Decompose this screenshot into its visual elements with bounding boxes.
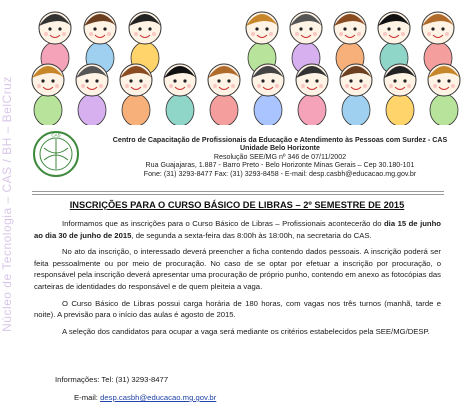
enrollment-period: dia 15 de junho ao dia 30 de junho de 2015 [34,219,441,240]
organization-info [88,136,472,178]
organization-contacts: Fone: (31) 3293-8477 Fax: (31) 3293-8458 - E-mail: desp.casbh@educacao.mg.gov.br [143,169,417,178]
header-divider [32,191,444,192]
email-link[interactable]: desp.casbh@educacao.mg.gov.br [100,393,217,402]
children-illustration-banner [0,0,475,125]
page-title: INSCRIÇÕES PARA O CURSO BÁSICO DE LIBRAS – 2º SEMESTRE DE 2015 [69,200,405,210]
logo-lettering: CAS [51,132,61,138]
side-watermark: Núcleo de Tecnologia – CAS / BH – BelCruz [0,76,14,332]
kids-row-top [39,12,454,74]
info-phone: Informações: Tel: (31) 3293-8477 [55,375,169,384]
paragraph-course-info: O Curso Básico de Libras possui carga horária de 180 horas, com vagas nos três turnos (manhã, tarde e noite). A previsão para o início das aulas é agosto de 2015. [34,298,441,320]
email-label: E-mail: [74,393,101,402]
paragraph-dates-start: Informamos que as inscrições para o Curso Básico de Libras – Profissionais acontecerão do [62,219,384,228]
organization-address: Rua Guajajaras, 1.887 - Barro Preto - Belo Horizonte Minas Gerais – Cep 30.180-101 [145,161,415,170]
paragraph-procedure: No ato da inscrição, o interessado deverá preencher a ficha contendo dados pessoais. A inscrição poderá ser feita pessoalmente ou por meio de procuração. No caso de se optar por efetuar a inscrição por procuração, o responsável pela inscrição deverá apresentar uma procuração de próprio punho, contendo em anexo as fotocópias das carteiras de identidades do responsável e de quem pleiteia a vaga. [34,247,441,291]
announcement-body [34,218,441,342]
letterhead [32,127,472,191]
paragraph-dates [34,218,441,241]
info-email [74,393,216,402]
header-divider-second [32,194,444,195]
organization-resolution: Resolução SEE/MG nº 346 de 07/11/2002 [213,152,347,161]
organization-name: Centro de Capacitação de Profissionais da Educação e Atendimento às Pessoas com Surdez - CAS [112,136,448,144]
organization-unit: Unidade Belo Horizonte [239,144,320,153]
paragraph-selection: A seleção dos candidatos para ocupar a vaga será mediante os critérios estabelecidos pela SEE/MG/DESP. [62,326,430,336]
cas-logo-icon [32,130,80,178]
kids-row-bottom [32,64,460,125]
paragraph-dates-end: , de segunda a sexta-feira das 8:00h às 18:00h, na secretaria do CAS. [131,230,372,240]
